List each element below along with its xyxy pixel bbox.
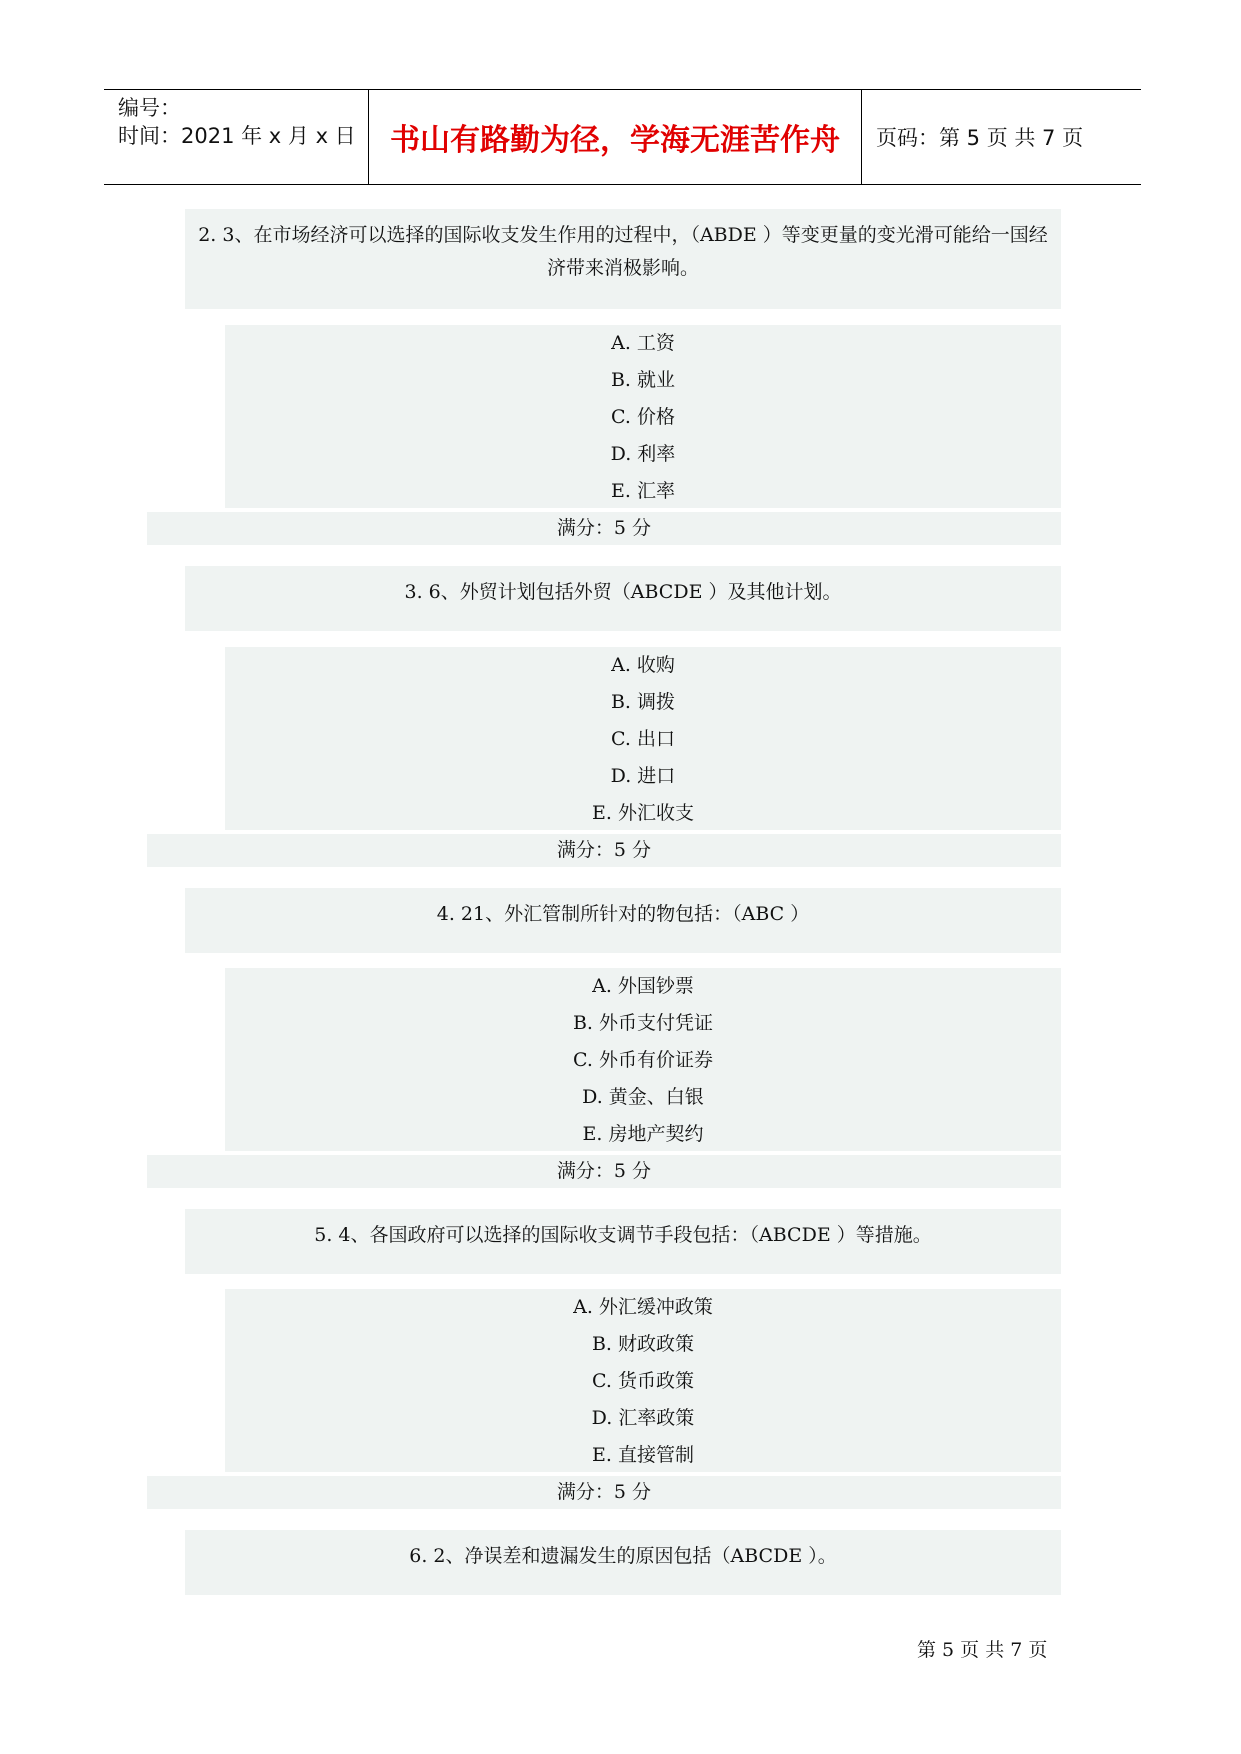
option-b: B. 调拨: [610, 691, 676, 713]
header-left: [104, 90, 368, 184]
option-c: C. 出口: [611, 728, 675, 750]
option-c: C. 外币有价证券: [573, 1049, 713, 1071]
score-bar: 满分：5 分: [147, 1476, 1061, 1509]
time-label: 时间：2021 年 x 月 x 日: [118, 124, 356, 148]
motto: 书山有路勤为径，学海无涯苦作舟: [368, 90, 862, 184]
option-d: D. 进口: [610, 765, 676, 787]
question-text: 6. 2、净误差和遗漏发生的原因包括（ABCDE ）。: [409, 1545, 837, 1567]
option-b: B. 外币支付凭证: [572, 1012, 714, 1034]
question-text: 5. 4、各国政府可以选择的国际收支调节手段包括：（ABCDE ）等措施。: [314, 1224, 932, 1246]
option-a: A. 收购: [611, 654, 675, 676]
score-bar: 满分：5 分: [147, 512, 1061, 545]
options-box: [225, 1289, 1061, 1472]
page-info-text: 页码：第 5 页 共 7 页: [876, 126, 1084, 150]
score-bar: 满分：5 分: [147, 1155, 1061, 1188]
option-d: D. 利率: [610, 443, 676, 465]
option-a: A. 工资: [611, 332, 675, 354]
option-e: E. 房地产契约: [582, 1123, 704, 1145]
page-footer: 第 5 页 共 7 页: [917, 1639, 1048, 1661]
option-e: E. 汇率: [611, 480, 675, 502]
question-box: [185, 1530, 1061, 1595]
option-b: B. 就业: [610, 369, 676, 391]
question-box: [185, 1209, 1061, 1274]
option-d: D. 黄金、白银: [582, 1086, 704, 1108]
option-e: E. 外汇收支: [592, 802, 694, 824]
question-text: 2. 3、在市场经济可以选择的国际收支发生作用的过程中，（ABDE ）等变更量的变光滑可能给一国经济带来消极影响。: [198, 224, 1048, 279]
question-text: 4. 21、外汇管制所针对的物包括：（ABC ）: [436, 903, 810, 925]
option-b: B. 财政政策: [591, 1333, 695, 1355]
number-label: 编号：: [118, 96, 181, 120]
options-box: [225, 647, 1061, 830]
question-box: [185, 209, 1061, 309]
options-box: [225, 968, 1061, 1151]
option-c: C. 货币政策: [592, 1370, 694, 1392]
page-header: [104, 89, 1141, 185]
header-page-info: [862, 90, 1141, 184]
option-a: A. 外国钞票: [592, 975, 694, 997]
option-c: C. 价格: [611, 406, 675, 428]
options-box: [225, 325, 1061, 508]
question-box: [185, 888, 1061, 953]
option-d: D. 汇率政策: [591, 1407, 695, 1429]
option-e: E. 直接管制: [592, 1444, 694, 1466]
question-box: [185, 566, 1061, 631]
option-a: A. 外汇缓冲政策: [573, 1296, 713, 1318]
question-text: 3. 6、外贸计划包括外贸（ABCDE ）及其他计划。: [404, 581, 842, 603]
score-bar: 满分：5 分: [147, 834, 1061, 867]
